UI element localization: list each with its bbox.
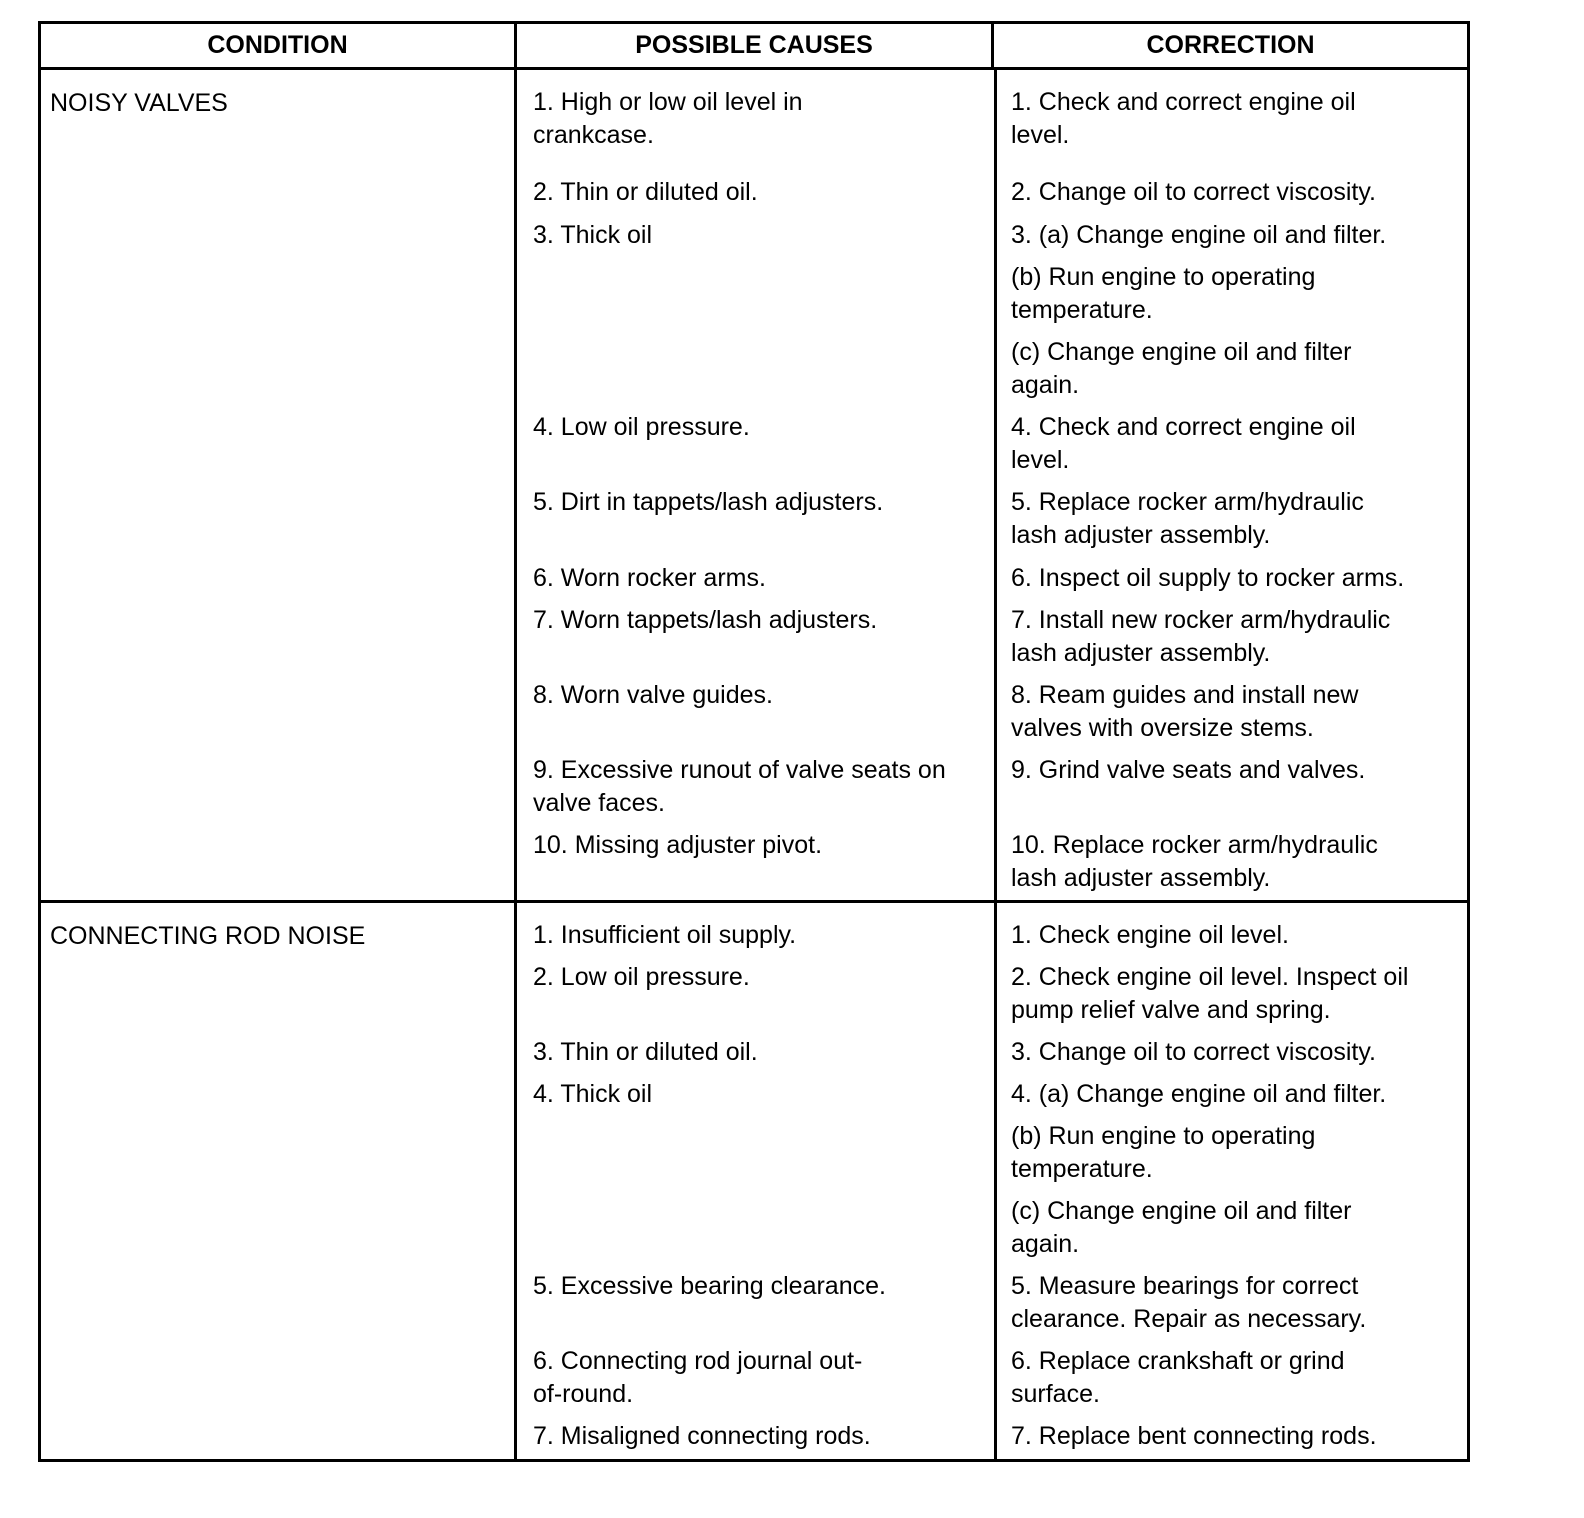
correction-cell: 8. Ream guides and install new valves with oversize stems. xyxy=(1011,681,1359,742)
section-noisy-valves xyxy=(41,70,1467,903)
table-row xyxy=(517,219,1467,252)
cause-cell: 9. Excessive runout of valve seats on valve faces. xyxy=(533,756,946,817)
table-row xyxy=(517,604,1467,670)
cause-cell: 4. Low oil pressure. xyxy=(533,413,750,441)
cause-cell: 1. High or low oil level in crankcase. xyxy=(533,88,803,149)
correction-cell: 7. Install new rocker arm/hydraulic lash adjuster assembly. xyxy=(1011,606,1391,667)
correction-cell: (b) Run engine to operating temperature. xyxy=(1011,263,1316,324)
table-row xyxy=(517,486,1467,552)
table-row xyxy=(517,1345,1467,1411)
cause-cell: 4. Thick oil xyxy=(533,1080,653,1108)
section-rows xyxy=(517,903,1467,1459)
correction-cell: 4. Check and correct engine oil level. xyxy=(1011,413,1356,474)
correction-cell: 5. Measure bearings for correct clearance. Repair as necessary. xyxy=(1011,1272,1367,1333)
cause-cell: 6. Worn rocker arms. xyxy=(533,564,766,592)
cause-cell xyxy=(517,1195,994,1261)
correction-cell: 9. Grind valve seats and valves. xyxy=(1011,756,1366,784)
table-header xyxy=(41,24,1467,70)
cause-cell: 5. Dirt in tappets/lash adjusters. xyxy=(533,488,884,516)
cause-cell: 1. Insufficient oil supply. xyxy=(533,921,797,949)
cause-cell: 3. Thick oil xyxy=(533,221,653,249)
correction-cell: 6. Replace crankshaft or grind surface. xyxy=(1011,1347,1345,1408)
table-row xyxy=(517,562,1467,595)
header-possible-causes: POSSIBLE CAUSES xyxy=(517,24,994,67)
diagnosis-table xyxy=(38,21,1470,1462)
correction-cell: 1. Check engine oil level. xyxy=(1011,921,1289,949)
cause-cell xyxy=(517,336,994,402)
table-row xyxy=(517,1420,1467,1453)
table-row xyxy=(517,829,1467,895)
cause-cell: 5. Excessive bearing clearance. xyxy=(533,1272,886,1300)
table-row xyxy=(517,1120,1467,1186)
table-row xyxy=(517,1036,1467,1069)
section-rows xyxy=(517,70,1467,900)
header-condition: CONDITION xyxy=(41,24,517,67)
table-row xyxy=(517,919,1467,952)
correction-cell: 1. Check and correct engine oil level. xyxy=(1011,88,1356,149)
cause-cell: 7. Worn tappets/lash adjusters. xyxy=(533,606,878,634)
header-correction: CORRECTION xyxy=(1146,31,1315,59)
condition-cell: NOISY VALVES xyxy=(41,70,517,900)
table-row xyxy=(517,754,1467,820)
correction-cell: 4. (a) Change engine oil and filter. xyxy=(1011,1080,1387,1108)
table-row xyxy=(517,679,1467,745)
cause-cell xyxy=(517,1120,994,1186)
correction-cell: 3. Change oil to correct viscosity. xyxy=(1011,1038,1376,1066)
cause-cell xyxy=(517,261,994,327)
table-row xyxy=(517,336,1467,402)
cause-cell: 10. Missing adjuster pivot. xyxy=(533,831,823,859)
correction-cell: 3. (a) Change engine oil and filter. xyxy=(1011,221,1387,249)
cause-cell: 7. Misaligned connecting rods. xyxy=(533,1422,871,1450)
condition-cell: CONNECTING ROD NOISE xyxy=(41,903,517,1459)
table-row xyxy=(517,261,1467,327)
table-row xyxy=(517,176,1467,209)
cause-cell: 6. Connecting rod journal out-of-round. xyxy=(533,1347,863,1408)
table-row xyxy=(517,1270,1467,1336)
correction-cell: 2. Check engine oil level. Inspect oil pump relief valve and spring. xyxy=(1011,963,1409,1024)
table-row xyxy=(517,1078,1467,1111)
correction-cell: (c) Change engine oil and filter again. xyxy=(1011,338,1352,399)
correction-cell: (b) Run engine to operating temperature. xyxy=(1011,1122,1316,1183)
cause-cell: 2. Low oil pressure. xyxy=(533,963,750,991)
section-connecting-rod-noise xyxy=(41,903,1467,1459)
cause-cell: 2. Thin or diluted oil. xyxy=(533,178,758,206)
correction-cell: 5. Replace rocker arm/hydraulic lash adjuster assembly. xyxy=(1011,488,1364,549)
correction-cell: 2. Change oil to correct viscosity. xyxy=(1011,178,1376,206)
table-row xyxy=(517,961,1467,1027)
table-row xyxy=(517,86,1467,152)
correction-cell: (c) Change engine oil and filter again. xyxy=(1011,1197,1352,1258)
correction-cell: 6. Inspect oil supply to rocker arms. xyxy=(1011,564,1405,592)
table-row xyxy=(517,1195,1467,1261)
correction-cell: 7. Replace bent connecting rods. xyxy=(1011,1422,1377,1450)
table-row xyxy=(517,411,1467,477)
correction-cell: 10. Replace rocker arm/hydraulic lash adjuster assembly. xyxy=(1011,831,1378,892)
cause-cell: 8. Worn valve guides. xyxy=(533,681,773,709)
cause-cell: 3. Thin or diluted oil. xyxy=(533,1038,758,1066)
